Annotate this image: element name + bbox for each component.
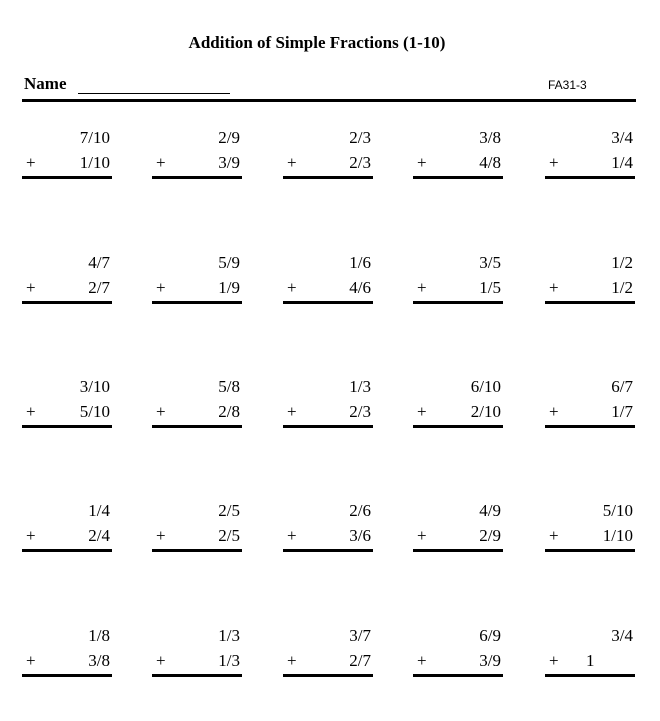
plus-sign: + (26, 402, 36, 421)
bottom-fraction: 4/6 (349, 278, 371, 297)
problem-3-4 (413, 377, 503, 439)
bottom-fraction: 2/3 (349, 402, 371, 421)
top-fraction: 1/6 (349, 253, 371, 272)
problem-4-1 (22, 501, 112, 563)
plus-sign: + (417, 278, 427, 297)
top-fraction: 3/10 (79, 377, 110, 396)
plus-sign: + (549, 402, 559, 421)
answer-line[interactable] (545, 549, 635, 552)
plus-sign: + (156, 651, 166, 670)
bottom-fraction: 1/7 (611, 402, 633, 421)
plus-sign: + (287, 651, 297, 670)
answer-line[interactable] (283, 176, 373, 179)
answer-line[interactable] (283, 301, 373, 304)
plus-sign: + (26, 278, 36, 297)
bottom-fraction: 2/8 (218, 402, 240, 421)
answer-line[interactable] (545, 301, 635, 304)
top-fraction: 3/8 (479, 128, 501, 147)
problem-2-1 (22, 253, 112, 315)
top-fraction: 6/9 (479, 626, 501, 645)
bottom-fraction: 3/8 (88, 651, 110, 670)
answer-line[interactable] (152, 425, 242, 428)
problem-4-4 (413, 501, 503, 563)
plus-sign: + (417, 402, 427, 421)
bottom-fraction: 2/5 (218, 526, 240, 545)
name-blank-line[interactable] (78, 93, 230, 94)
plus-sign: + (26, 526, 36, 545)
answer-line[interactable] (152, 674, 242, 677)
problem-3-5 (545, 377, 635, 439)
answer-line[interactable] (413, 549, 503, 552)
plus-sign: + (156, 278, 166, 297)
answer-line[interactable] (22, 301, 112, 304)
plus-sign: + (26, 651, 36, 670)
worksheet-code: FA31-3 (548, 78, 587, 92)
plus-sign: + (549, 526, 559, 545)
answer-line[interactable] (152, 301, 242, 304)
plus-sign: + (287, 402, 297, 421)
bottom-fraction: 5/10 (79, 402, 110, 421)
top-fraction: 5/10 (602, 501, 633, 520)
answer-line[interactable] (283, 425, 373, 428)
top-fraction: 6/10 (470, 377, 501, 396)
problem-2-4 (413, 253, 503, 315)
bottom-fraction: 2/4 (88, 526, 110, 545)
problem-1-5 (545, 128, 635, 190)
header-divider (22, 99, 636, 102)
plus-sign: + (287, 526, 297, 545)
problem-1-3 (283, 128, 373, 190)
problem-3-1 (22, 377, 112, 439)
top-fraction: 7/10 (79, 128, 110, 147)
top-fraction: 2/9 (218, 128, 240, 147)
top-fraction: 3/4 (611, 626, 633, 645)
answer-line[interactable] (413, 301, 503, 304)
answer-line[interactable] (22, 425, 112, 428)
top-fraction: 5/9 (218, 253, 240, 272)
bottom-fraction: 4/8 (479, 153, 501, 172)
bottom-fraction: 1/10 (602, 526, 633, 545)
plus-sign: + (549, 278, 559, 297)
plus-sign: + (549, 651, 559, 670)
answer-line[interactable] (22, 549, 112, 552)
bottom-fraction: 2/7 (88, 278, 110, 297)
answer-line[interactable] (545, 425, 635, 428)
bottom-fraction: 1/4 (611, 153, 633, 172)
top-fraction: 5/8 (218, 377, 240, 396)
plus-sign: + (156, 526, 166, 545)
answer-line[interactable] (283, 674, 373, 677)
answer-line[interactable] (22, 176, 112, 179)
answer-line[interactable] (22, 674, 112, 677)
problem-5-1 (22, 626, 112, 688)
bottom-fraction: 2/7 (349, 651, 371, 670)
problem-4-3 (283, 501, 373, 563)
bottom-fraction: 1/10 (79, 153, 110, 172)
problem-5-2 (152, 626, 242, 688)
top-fraction: 3/7 (349, 626, 371, 645)
top-fraction: 6/7 (611, 377, 633, 396)
bottom-fraction: 1/9 (218, 278, 240, 297)
problem-3-2 (152, 377, 242, 439)
problem-2-5 (545, 253, 635, 315)
answer-line[interactable] (545, 674, 635, 677)
answer-line[interactable] (152, 549, 242, 552)
bottom-fraction: 2/9 (479, 526, 501, 545)
plus-sign: + (549, 153, 559, 172)
answer-line[interactable] (413, 425, 503, 428)
plus-sign: + (156, 153, 166, 172)
answer-line[interactable] (283, 549, 373, 552)
top-fraction: 4/7 (88, 253, 110, 272)
problem-3-3 (283, 377, 373, 439)
problem-2-2 (152, 253, 242, 315)
problem-1-4 (413, 128, 503, 190)
bottom-fraction: 3/6 (349, 526, 371, 545)
bottom-fraction: 1/2 (611, 278, 633, 297)
problem-5-4 (413, 626, 503, 688)
plus-sign: + (417, 526, 427, 545)
top-fraction: 1/4 (88, 501, 110, 520)
bottom-fraction: 2/3 (349, 153, 371, 172)
top-fraction: 3/5 (479, 253, 501, 272)
answer-line[interactable] (545, 176, 635, 179)
top-fraction: 1/2 (611, 253, 633, 272)
answer-line[interactable] (413, 674, 503, 677)
top-fraction: 2/3 (349, 128, 371, 147)
problem-2-3 (283, 253, 373, 315)
bottom-fraction: 3/9 (479, 651, 501, 670)
problem-5-3 (283, 626, 373, 688)
problem-1-2 (152, 128, 242, 190)
top-fraction: 4/9 (479, 501, 501, 520)
top-fraction: 2/5 (218, 501, 240, 520)
plus-sign: + (26, 153, 36, 172)
top-fraction: 1/3 (349, 377, 371, 396)
bottom-fraction: 3/9 (218, 153, 240, 172)
problem-4-5 (545, 501, 635, 563)
bottom-fraction: 1/3 (218, 651, 240, 670)
problem-1-1 (22, 128, 112, 190)
answer-line[interactable] (152, 176, 242, 179)
top-fraction: 3/4 (611, 128, 633, 147)
plus-sign: + (156, 402, 166, 421)
name-label: Name (24, 74, 67, 93)
bottom-fraction: 1 (586, 651, 595, 670)
plus-sign: + (287, 278, 297, 297)
plus-sign: + (287, 153, 297, 172)
top-fraction: 2/6 (349, 501, 371, 520)
bottom-fraction: 2/10 (470, 402, 501, 421)
problem-4-2 (152, 501, 242, 563)
plus-sign: + (417, 651, 427, 670)
top-fraction: 1/3 (218, 626, 240, 645)
top-fraction: 1/8 (88, 626, 110, 645)
plus-sign: + (417, 153, 427, 172)
bottom-fraction: 1/5 (479, 278, 501, 297)
answer-line[interactable] (413, 176, 503, 179)
problem-5-5 (545, 626, 635, 688)
worksheet-title: Addition of Simple Fractions (1-10) (188, 33, 446, 52)
